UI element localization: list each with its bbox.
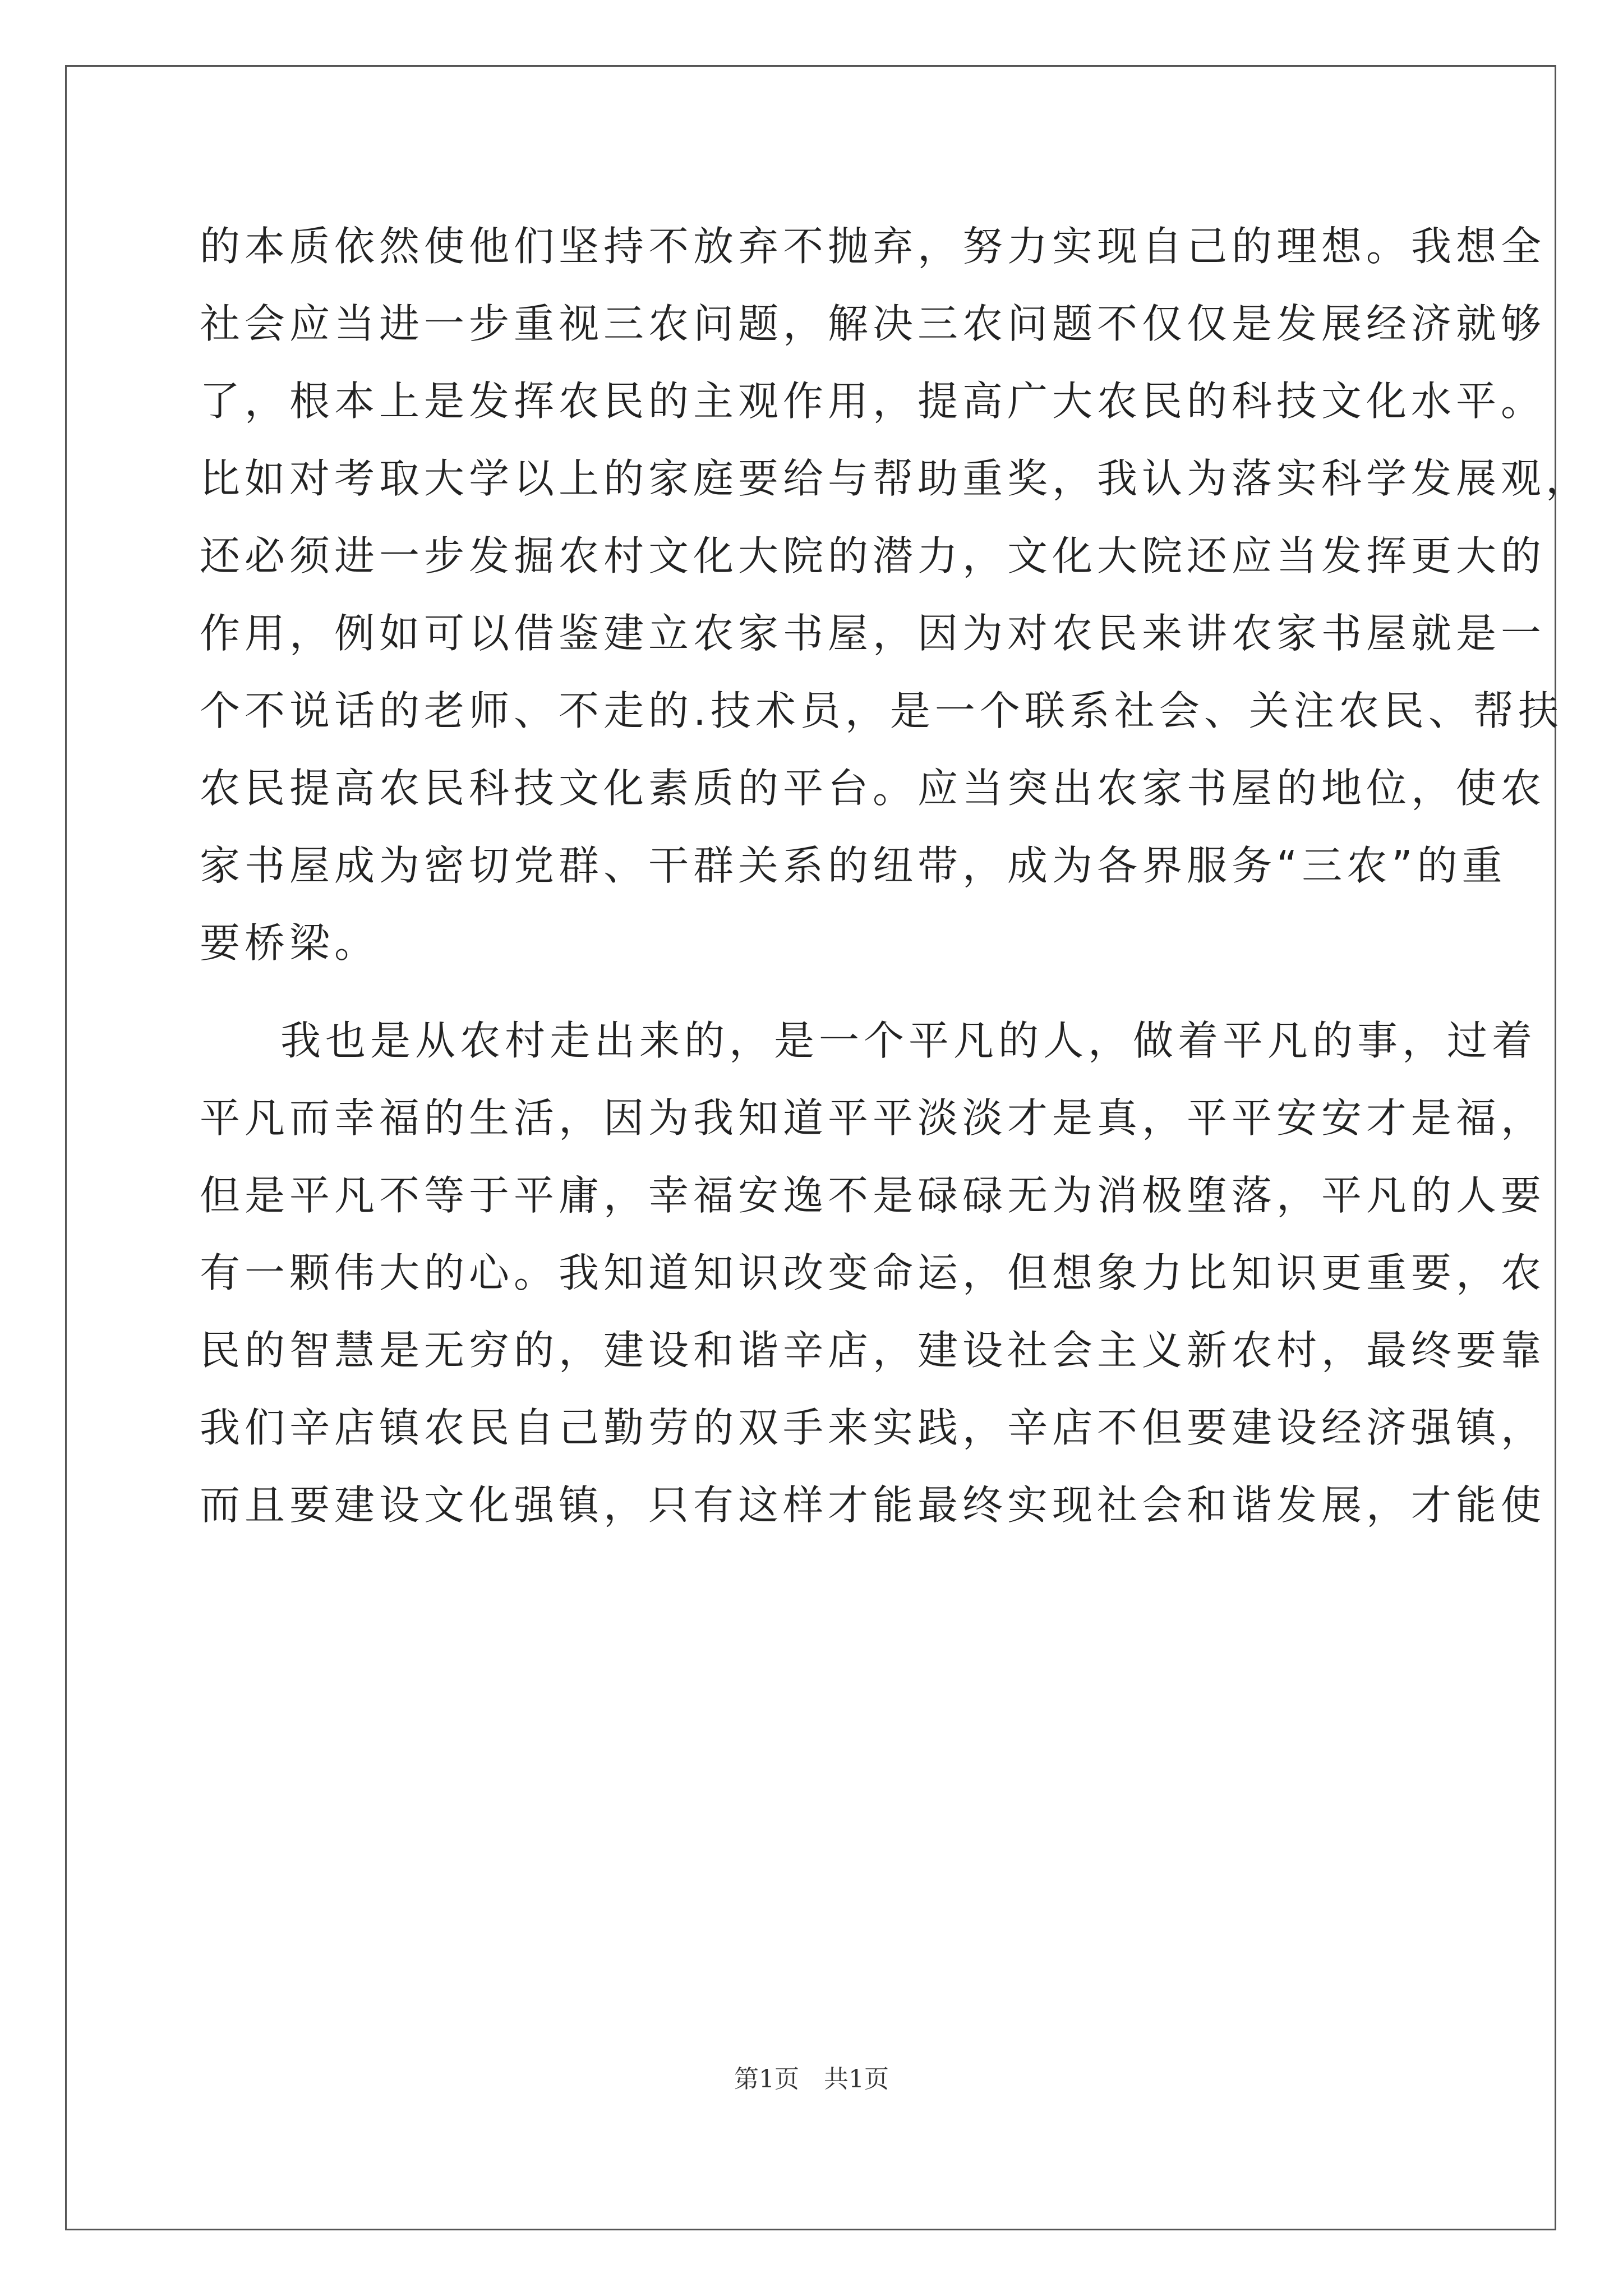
- text-line: 比如对考取大学以上的家庭要给与帮助重奖，我认为落实科学发展观，: [200, 455, 1591, 502]
- page-footer: [0, 2059, 1623, 2095]
- text-line: 我们辛店镇农民自己勤劳的双手来实践，辛店不但要建设经济强镇，: [200, 1404, 1546, 1451]
- text-line: 了，根本上是发挥农民的主观作用，提高广大农民的科技文化水平。: [200, 378, 1546, 425]
- document-body: [200, 208, 1591, 1544]
- text-line: 个不说话的老师、不走的.技术员，是一个联系社会、关注农民、帮扶: [200, 687, 1563, 734]
- text-line: 但是平凡不等于平庸，幸福安逸不是碌碌无为消极堕落，平凡的人要: [200, 1172, 1546, 1219]
- text-line: 的本质依然使他们坚持不放弃不抛弃，努力实现自己的理想。我想全: [200, 223, 1546, 270]
- text-line: 家书屋成为密切党群、干群关系的纽带，成为各界服务“三农”的重: [200, 842, 1507, 889]
- text-line: 社会应当进一步重视三农问题，解决三农问题不仅仅是发展经济就够: [200, 300, 1546, 347]
- text-line: 作用，例如可以借鉴建立农家书屋，因为对农民来讲农家书屋就是一: [200, 610, 1546, 657]
- text-line: 平凡而幸福的生活，因为我知道平平淡淡才是真，平平安安才是福，: [200, 1094, 1546, 1142]
- paragraph-1: [200, 208, 1591, 982]
- text-line: 而且要建设文化强镇，只有这样才能最终实现社会和谐发展，才能使: [200, 1481, 1546, 1529]
- text-line: 我也是从农村走出来的，是一个平凡的人，做着平凡的事，过着: [280, 1017, 1537, 1064]
- text-line: 还必须进一步发掘农村文化大院的潜力，文化大院还应当发挥更大的: [200, 532, 1546, 579]
- text-line: 有一颗伟大的心。我知道知识改变命运，但想象力比知识更重要，农: [200, 1249, 1546, 1296]
- text-line: 要桥梁。: [200, 919, 380, 967]
- paragraph-2: [200, 1002, 1546, 1544]
- text-line: 农民提高农民科技文化素质的平台。应当突出农家书屋的地位，使农: [200, 765, 1546, 812]
- text-line: 民的智慧是无穷的，建设和谐辛店，建设社会主义新农村，最终要靠: [200, 1327, 1546, 1374]
- page-number-label: 第1页 共1页: [734, 2065, 889, 2093]
